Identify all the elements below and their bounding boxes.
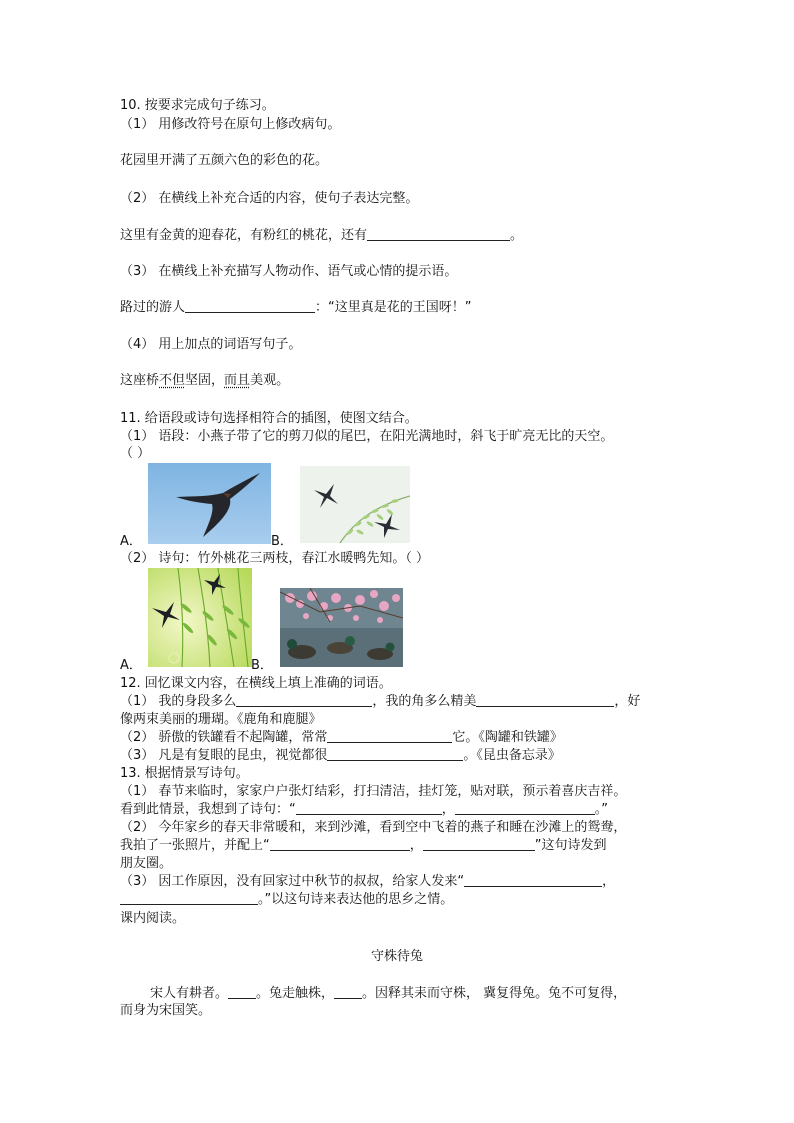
q11-part2: （2） 诗句：竹外桃花三两枝，春江水暖鸭先知。（ ） <box>120 551 430 566</box>
q10-sentence1: 花园里开满了五颜六色的彩色的花。 <box>120 153 329 168</box>
q11-option-b: B． <box>271 534 293 549</box>
q13-line3: （2） 今年家乡的春天非常暖和，来到沙滩，看到空中飞着的燕子和睡在沙滩上的鸳鸯， <box>120 820 627 835</box>
reading-label: 课内阅读。 <box>120 911 186 926</box>
q11-title: 11. 给语段或诗句选择相符合的插图，使图文结合。 <box>120 411 418 426</box>
answer-blank[interactable] <box>120 891 258 905</box>
q12-line1: （1） 我的身段多么 ，我的角多么精美 ，好 <box>120 694 641 709</box>
q11-option-b2: B． <box>251 658 273 673</box>
q13-line2: 看到此情景，我想到了诗句：“ ， 。” <box>120 802 609 817</box>
answer-blank[interactable] <box>228 985 256 999</box>
answer-blank[interactable] <box>327 747 463 761</box>
answer-blank[interactable] <box>367 227 510 241</box>
swallows-willow-illustration[interactable] <box>300 466 410 543</box>
swallow-sky-photo[interactable] <box>148 463 271 544</box>
q10-sentence4: 这座桥不但坚固，而且美观。 <box>120 373 290 388</box>
q11-option-a: A． <box>120 534 142 549</box>
q10-sentence2: 这里有金黄的迎春花，有粉红的桃花，还有 。 <box>120 228 524 243</box>
q13-title: 13. 根据情景写诗句。 <box>120 766 249 781</box>
q10-sentence3: 路过的游人 ：“这里真是花的王国呀！” <box>120 300 472 315</box>
answer-blank[interactable] <box>296 801 442 815</box>
answer-blank[interactable] <box>334 985 362 999</box>
swallows-green-willow-illustration[interactable] <box>148 568 252 667</box>
answer-blank[interactable] <box>476 693 614 707</box>
q12-line3: （3） 凡是有复眼的昆虫，视觉都很 。《昆虫备忘录》 <box>120 748 561 763</box>
q11-part1: （1） 语段：小燕子带了它的剪刀似的尾巴，在阳光满地时，斜飞于旷亮无比的天空。 <box>120 429 614 444</box>
answer-blank[interactable] <box>236 693 372 707</box>
answer-blank[interactable] <box>423 837 535 851</box>
q13-line7: 。”以这句诗来表达他的思乡之情。 <box>120 891 453 908</box>
q11-paren: （ ） <box>120 446 151 461</box>
q10-title: 10. 按要求完成句子练习。 <box>120 98 275 113</box>
q10-part4: （4） 用上加点的词语写句子。 <box>120 337 302 352</box>
answer-blank[interactable] <box>455 801 595 815</box>
answer-blank[interactable] <box>327 729 452 743</box>
q10-part2: （2） 在横线上补充合适的内容，使句子表达完整。 <box>120 191 419 206</box>
q11-option-a2: A． <box>120 658 142 673</box>
q10-part1: （1） 用修改符号在原句上修改病句。 <box>120 117 341 132</box>
q13-line4: 我拍了一张照片，并配上“ ， ”这句诗发到 <box>120 838 607 853</box>
q13-line6: （3） 因工作原因，没有回家过中秋节的叔叔，给家人发来“ ， <box>120 874 616 889</box>
ducks-peach-blossom-photo[interactable] <box>280 588 403 667</box>
q12-line2: （2） 骄傲的铁罐看不起陶罐，常常 它。《陶罐和铁罐》 <box>120 730 563 745</box>
reading-para1: 宋人有耕者。 。兔走触株， 。因释其耒而守株， 冀复得兔。兔不可复得， <box>150 986 627 1001</box>
reading-para2: 而身为宋国笑。 <box>120 1003 212 1018</box>
answer-blank[interactable] <box>464 873 602 887</box>
q12-line1-cont: 像两束美丽的珊瑚。《鹿角和鹿腿》 <box>120 712 322 727</box>
q13-line5: 朋友圈。 <box>120 856 173 871</box>
answer-blank[interactable] <box>185 299 315 313</box>
q13-line1: （1） 春节来临时，家家户户张灯结彩，打扫清洁，挂灯笼，贴对联，预示着喜庆吉祥。 <box>120 784 627 799</box>
reading-title: 守株待兔 <box>370 949 423 964</box>
q12-title: 12. 回忆课文内容，在横线上填上准确的词语。 <box>120 676 392 691</box>
q10-part3: （3） 在横线上补充描写人物动作、语气或心情的提示语。 <box>120 264 458 279</box>
answer-blank[interactable] <box>270 837 410 851</box>
